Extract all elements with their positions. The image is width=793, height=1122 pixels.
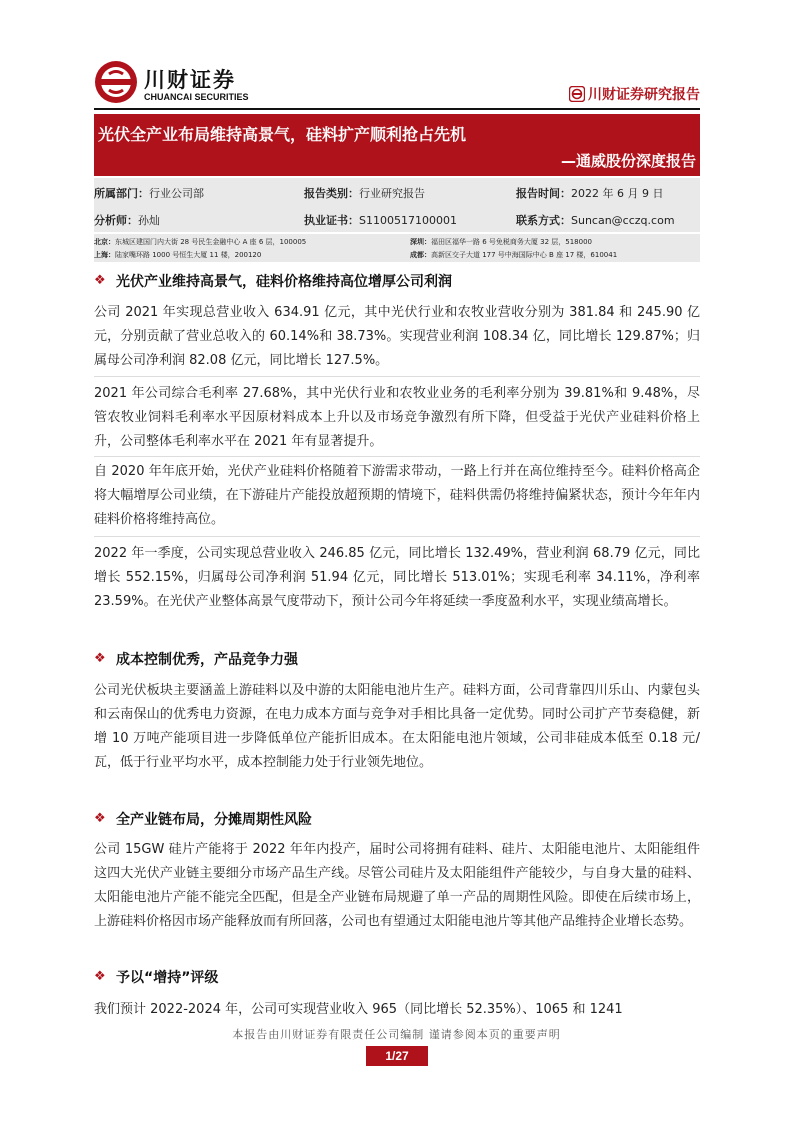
paragraph: 2021 年公司综合毛利率 27.68%，其中光伏行业和农牧业业务的毛利率分别为 39.81%和 9.48%，尽管农牧业饲料毛利率水平因原材料成本上升以及市场竞争激烈有所下降，但受益于光伏产业硅料价格上升，公司整体毛利率水平在 2021 年有显著提升。 [94,386,700,449]
report-subtitle: —通威股份深度报告 [560,152,696,170]
type-field [304,185,425,201]
address-beijing [94,237,306,247]
section-title: 光伏产业维持高景气，硅料价格维持高位增厚公司利润 [116,274,452,290]
chuancai-logo-icon [94,60,138,104]
diamond-bullet-icon: ❖ [94,811,106,826]
section-heading [94,648,700,672]
address-shenzhen [410,237,592,247]
time-value: 2022 年 6 月 9 日 [571,187,664,200]
type-label: 报告类别： [304,187,359,200]
info-row [94,178,700,205]
brand-name-cn: 川财证券 [144,68,236,92]
contact-field [516,212,675,228]
address-value: 福田区福华一路 6 号免税商务大厦 32 层，518000 [431,238,592,246]
address-label: 北京： [94,238,115,246]
paragraph: 公司光伏板块主要涵盖上游硅料以及中游的太阳能电池片生产。硅料方面，公司背靠四川乐山、内蒙包头和云南保山的优秀电力资源，在电力成本方面与竞争对手相比具备一定优势。同时公司扩产节奏稳健，新增 10 万吨产能项目进一步降低单位产能折旧成本。在太阳能电池片领域，公司非硅成本低至 0.18 元/瓦，低于行业平均水平，成本控制能力处于行业领先地位。 [94,683,700,770]
address-chengdu [410,250,617,260]
paragraph-divider [94,376,700,377]
address-label: 成都： [410,251,431,259]
time-field [516,185,663,201]
paragraph: 自 2020 年年底开始，光伏产业硅料价格随着下游需求带动，一路上行并在高位维持至今。硅料价格高企将大幅增厚公司业绩，在下游硅片产能投放超预期的情境下，硅料供需仍将维持偏紧状态，预计今年年内硅料价格将维持高位。 [94,464,700,527]
section-heading [94,966,700,990]
brand-name-en: CHUANCAI SECURITIES [144,92,249,102]
cert-field [304,212,457,228]
address-value: 东城区建国门内大街 28 号民生金融中心 A 座 6 层，100005 [115,238,307,246]
address-label: 上海： [94,251,115,259]
time-label: 报告时间： [516,187,571,200]
address-value: 高新区交子大道 177 号中海国际中心 B 座 17 楼，610041 [431,251,618,259]
paragraph-divider [94,456,700,457]
section-title: 予以“增持”评级 [116,970,219,986]
address-shanghai [94,250,261,260]
report-tag [569,84,700,104]
section-title: 全产业链布局，分摊周期性风险 [116,812,312,828]
paragraph-divider [94,536,700,537]
cert-label: 执业证书： [304,214,359,227]
footer-disclaimer: 本报告由川财证券有限责任公司编制 谨请参阅本页的重要声明 [232,1028,561,1041]
report-tag-label: 川财证券研究报告 [588,87,700,103]
page-number: 1/27 [366,1046,428,1066]
title-banner [94,114,700,176]
diamond-bullet-icon: ❖ [94,651,106,666]
paragraph: 2022 年一季度，公司实现总营业收入 246.85 亿元，同比增长 132.49%，营业利润 68.79 亿元，同比增长 552.15%，归属母公司净利润 51.94 亿元，同比增长 513.01%；实现毛利率 34.11%，净利率 23.59%。在光伏产业整体高景气度带动下，预计公司今年将延续一季度盈利水平，实现业绩高增长。 [94,546,700,609]
dept-label: 所属部门： [94,187,149,200]
section-title: 成本控制优秀，产品竞争力强 [116,652,298,668]
dept-field [94,185,204,201]
address-value: 陆家嘴环路 1000 号恒生大厦 11 楼，200120 [115,251,262,259]
report-info [94,178,700,232]
contact-label: 联系方式： [516,214,571,227]
paragraph: 公司 2021 年实现总营业收入 634.91 亿元，其中光伏行业和农牧业营收分别为 381.84 和 245.90 亿元，分别贡献了营业总收入的 60.14%和 38.73%。实现营业利润 108.34 亿，同比增长 129.87%；归属母公司净利润 82.08 亿元，同比增长 127.5%。 [94,305,700,368]
section-heading [94,808,700,832]
paragraph: 公司 15GW 硅片产能将于 2022 年年内投产，届时公司将拥有硅料、硅片、太阳能电池片、太阳能组件这四大光伏产业链主要细分市场产品生产线。尽管公司硅片及太阳能组件产能较少，与自身大量的硅料、太阳能电池片产能不能完全匹配，但是全产业链布局规避了单一产品的周期性风险。即使在后续市场上，上游硅料价格因市场产能释放而有所回落，公司也有望通过太阳能电池片等其他产品维持企业增长态势。 [94,842,700,929]
brand-mark-icon [569,86,585,102]
analyst-field [94,212,160,228]
cert-value: S1100517100001 [359,214,457,227]
report-title: 光伏全产业布局维持高景气，硅料扩产顺利抢占先机 [98,125,467,144]
header-divider [94,108,700,110]
contact-value[interactable]: Suncan@cczq.com [571,214,675,227]
diamond-bullet-icon: ❖ [94,273,106,288]
info-row [94,205,700,232]
diamond-bullet-icon: ❖ [94,969,106,984]
analyst-value: 孙灿 [138,214,160,227]
section-heading [94,270,700,294]
dept-value: 行业公司部 [149,187,204,200]
paragraph: 我们预计 2022-2024 年，公司可实现营业收入 965（同比增长 52.35%）、1065 和 1241 [94,1002,623,1017]
office-addresses [94,234,700,262]
type-value: 行业研究报告 [359,187,425,200]
address-label: 深圳： [410,238,431,246]
analyst-label: 分析师： [94,214,138,227]
page-header [94,60,700,108]
